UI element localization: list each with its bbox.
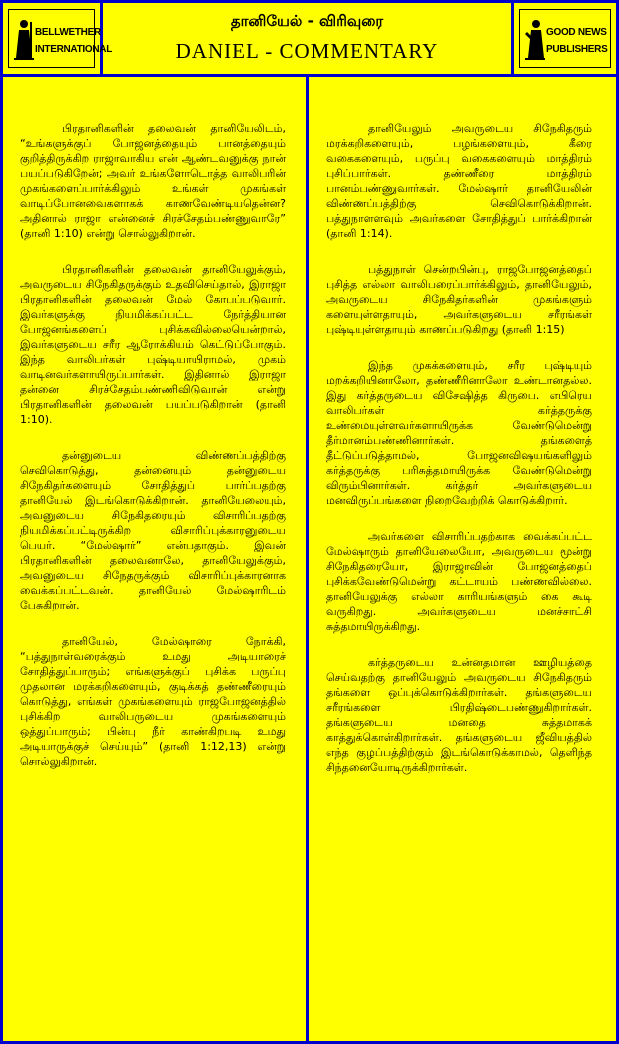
paragraph: தன்னுடைய விண்ணப்பத்திற்கு செவிகொடுத்து, தன்னையும் தன்னுடைய சிநேகிதர்களையும் சோதித்துப் பார்ப்பதற்கு தானியேல் இடங்கொடுக்கிறான். தானியேலையும், அவனுடைய சிநேகிதரையும் விசாரிப்பதற்கு நியமிக்கப்பட்டிருக்கிற விசாரிப்புக்காரனுடைய பெயர். “மேல்ஷார்” என்பதாகும். இவன் பிரதானிகளின் தலைவனாலே, தானியேலுக்கும், அவனுடைய சிநேதருக்கும் விசாரிப்புக்காரனாக வைக்கப்பட்டவன். தானியேல் மேல்ஷாரிடம் பேசுகிறான். (20, 449, 286, 612)
shepherd-figure-icon (13, 18, 35, 62)
right-column (326, 121, 592, 796)
logo-line1: BELLWETHER (35, 27, 101, 38)
good-news-logo (511, 3, 616, 74)
paragraph: பிரதானிகளின் தலைவன் தானியேலிடம், “உங்களுக்குப் போஜனத்தையும் பானத்தையும் குறித்திருக்கிற ராஜாவாகிய என் ஆண்டவனுக்கு நான் பயப்படுகிறேன்; அவர் உங்களோடொத்த வாலிபரின் முகங்களைப்பார்க்கிலும் உங்கள் முகங்கள் வாடிப்போனவைகளாகக் காணவேண்டியதென்ன? அதினால் ராஜா என்னைச் சிரச்சேதம்பண்ணுவாரே” (தானி 1:10) என்று சொல்லுகிறான். (20, 122, 286, 240)
logo-line2: PUBLISHERS (546, 44, 608, 55)
left-column (20, 121, 286, 790)
logo-line1: GOOD NEWS (546, 27, 607, 38)
logo-line2: INTERNATIONAL (35, 44, 113, 55)
tamil-title: தானியேல் - விரிவுரை (230, 12, 384, 30)
paragraph: பத்துநாள் சென்றபின்பு, ராஜபோஜனத்தைப் புசித்த எல்லா வாலிபரைப்பார்க்கிலும், தானியேலும், அவருடைய சிநேகிதர்களின் முகங்களும் களையுள்ளதாயும், அவர்களுடைய சரீரங்கள் புஷ்டியுள்ளதாயும் காணப்படுகிறது (தானி 1:15) (326, 263, 592, 336)
paragraph: தானியேல், மேல்ஷாரை நோக்கி, “பத்துநாள்வரைக்கும் உமது அடியாரைச் சோதித்துப்பாரும்; எங்களுக்குப் புசிக்க பருப்பு முதலான மரக்கறிகளையும், குடிக்கத் தண்ணீரையும் கொடுத்து, எங்கள் முகங்களையும் ராஜபோஜனத்தில் புசிக்கிற வாலிபருடைய முகங்களையும் ஒத்துப்பாரும்; பின்பு நீர் காண்கிறபடி உமது அடியாருக்குச் செய்யும்” (தானி 1:12,13) என்று சொல்லுகிறான். (20, 635, 286, 768)
paragraph: கர்த்தருடைய உன்னதமான ஊழியத்தை செய்வதற்கு தானியேலும் அவருடைய சிநேகிதரும் தங்களை ஒப்புக்கொடுக்கிறார்கள். தங்களுடைய சரீரங்களை பிரதிஷ்டைபண்ணுகிறார்கள். தங்களுடைய மனதை சுத்தமாகக் காத்துக்கொள்கிறார்கள். தங்களுடைய ஜீவியத்தில் எந்த குழப்பத்திற்கும் இடங்கொடுக்காமல், தெளிந்த சிந்தனையோடிருக்கிறார்கள். (326, 656, 592, 774)
paragraph: பிரதானிகளின் தலைவன் தானியேலுக்கும், அவருடைய சிநேகிதருக்கும் உதவிசெய்தால், இராஜா பிரதானிகளின் தலைவன் மேல் கோபப்படுவார். இவர்களுக்கு நியமிக்கப்பட்ட நேர்த்தியான போஜனங்களைப் புசிக்கவில்லையென்றால், இவர்களுடைய சரீர ஆரோக்கியம் கெட்டுப்போகும். இந்த வாலிபர்கள் புஷ்டியாயிராமல், முகம் வாடினவர்களாயிருப்பார்கள். இதினால் இராஜா தன்னை சிரச்சேதம்பண்ணிவிடுவான் என்று பிரதானிகளின் தலைவன் பயப்படுகிறான் (தானி 1:10). (20, 263, 286, 426)
title-area (103, 3, 511, 74)
header (3, 3, 616, 74)
messenger-figure-icon (524, 18, 546, 62)
column-divider (306, 74, 309, 1044)
paragraph: அவர்களை விசாரிப்பதற்காக வைக்கப்பட்ட மேல்ஷாரும் தானியேலையோ, அவருடைய மூன்று சிநேகிதரையோ, இராஜாவின் போஜனத்தைப் புசிக்கவேண்டுமென்று கட்டாயம் பண்ணவில்லை. தானியேலுக்கு எல்லா காரியங்களும் கை கூடி வருகிறது. அவர்களுடைய மனச்சாட்சி சுத்தமாயிருக்கிறது. (326, 530, 592, 633)
paragraph: தானியேலும் அவருடைய சிநேகிதரும் மரக்கறிகளையும், பழங்களையும், கீரை வகைகளையும், பருப்பு வகைகளையும் மாத்திரம் புசிப்பார்கள். தண்ணீரை மாத்திரம் பானம்பண்ணுவார்கள். மேல்ஷார் தானியேலின் விண்ணப்பத்திற்கு செவிகொடுக்கிறான். பத்துநாளளவும் அவர்களை சோதித்துப் பார்க்கிறான் (தானி 1:14). (326, 122, 592, 240)
paragraph: இந்த முகக்களையும், சரீர புஷ்டியும் மறக்கறியினாலோ, தண்ணீரினாலோ உண்டானதல்ல. இது கர்த்தருடைய விசேஷித்த கிருபை. எபிரெய வாலிபர்கள் கர்த்தருக்கு உண்மையுள்ளவர்களாயிருக்க வேண்டுமென்று தீர்மானம்பண்ணினார்கள். தங்களைத் தீட்டுப்படுத்தாமல், போஜனவிஷயங்களிலும் கர்த்தருக்கு பரிசுத்தமாயிருக்க வேண்டுமென்று விரும்பினார்கள். கர்த்தர் அவர்களுடைய மனவிருப்பங்களை நிறைவேற்றிக் கொடுக்கிறார். (326, 359, 592, 507)
english-title: DANIEL - COMMENTARY (175, 39, 439, 63)
bellwether-logo (3, 3, 113, 74)
header-divider (0, 74, 619, 77)
